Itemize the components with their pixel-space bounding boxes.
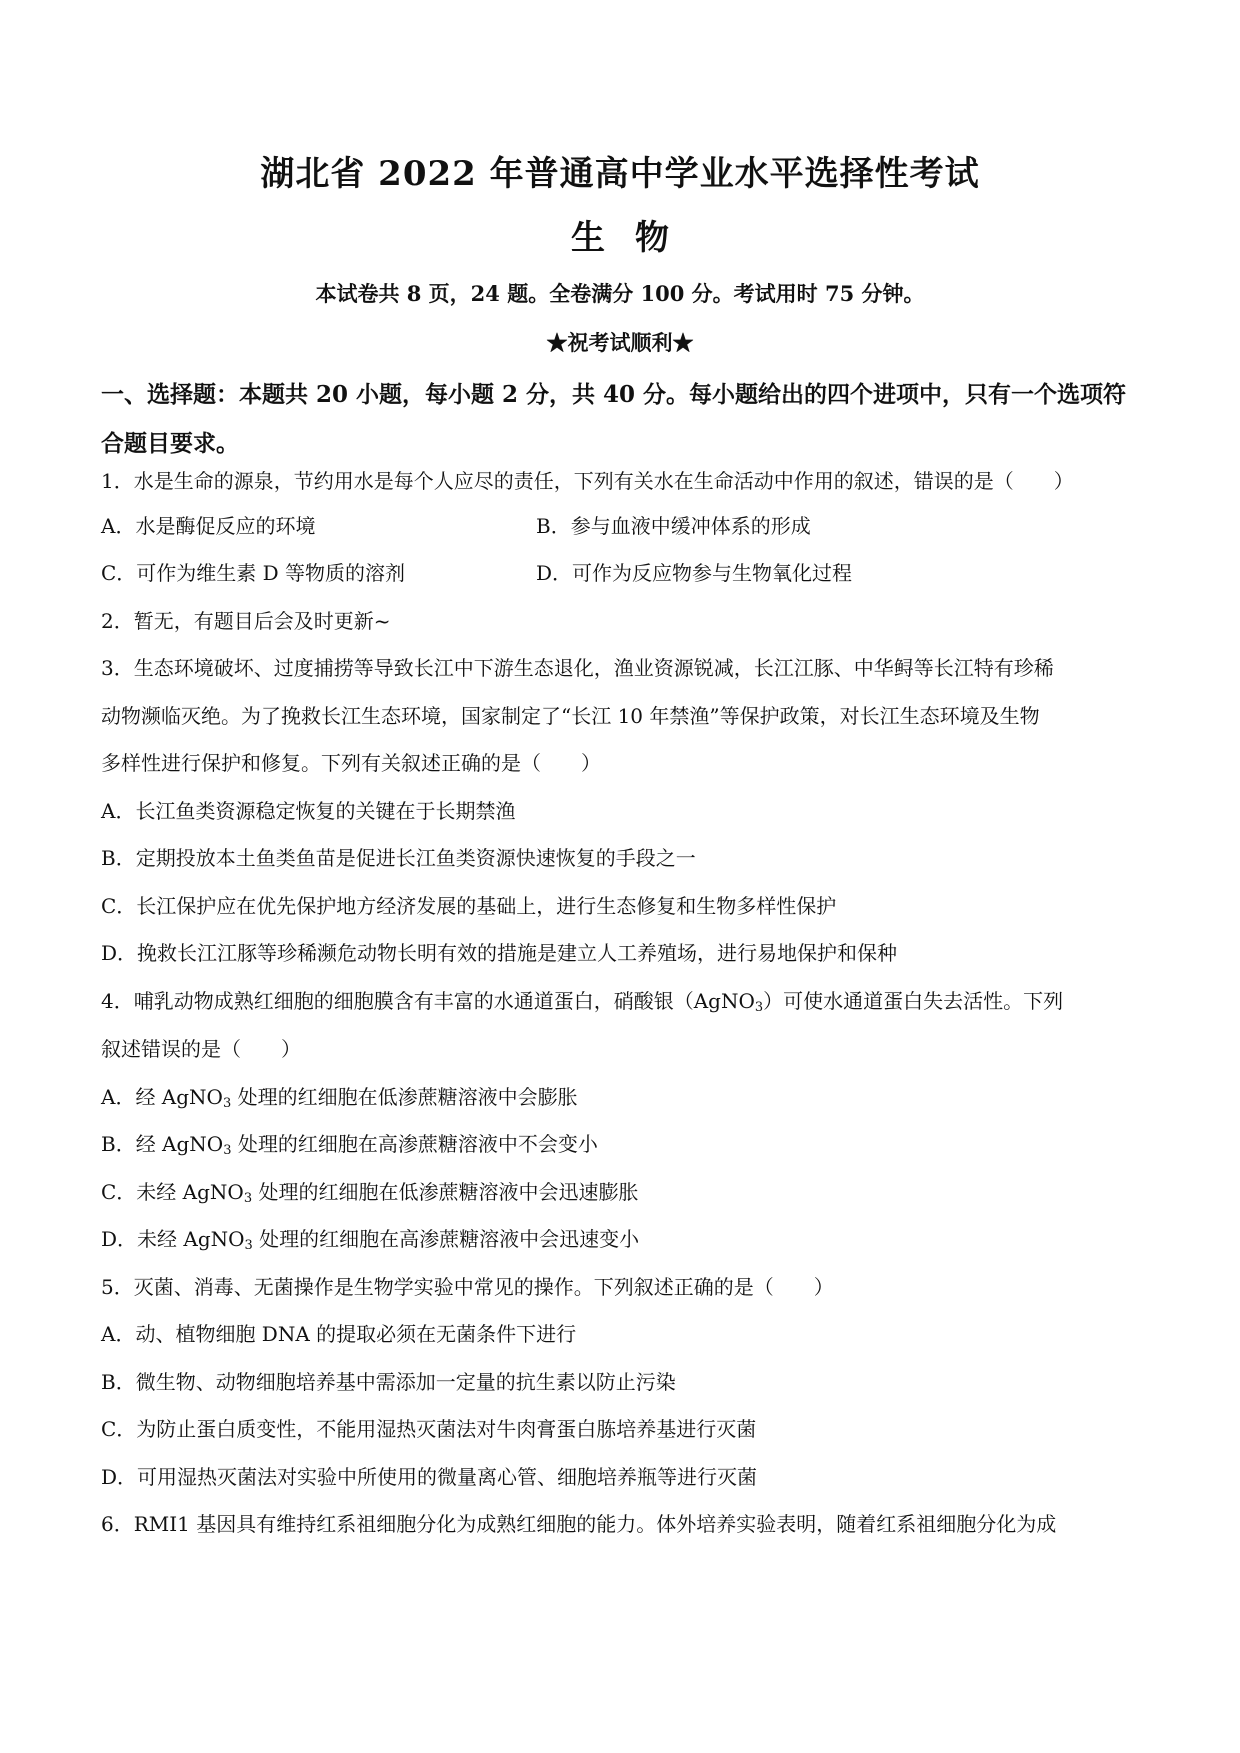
subject-title: 生物 (571, 218, 699, 258)
exam-title: 湖北省 2022 年普通高中学业水平选择性考试 (260, 154, 980, 194)
subscript-3: 3 (244, 1238, 253, 1253)
question-5-option-a: A．动、植物细胞 DNA 的提取必须在无菌条件下进行 (101, 1322, 577, 1346)
question-6-stem-line-1: 6．RMI1 基因具有维持红系祖细胞分化为成熟红细胞的能力。体外培养实验表明，随着红系祖细胞分化为成 (101, 1512, 1057, 1536)
question-2-stem: 2．暂无，有题目后会及时更新~ (101, 609, 391, 633)
question-4-option-b (101, 1129, 598, 1159)
question-1-option-c: C．可作为维生素 D 等物质的溶剂 (101, 561, 406, 585)
option-text-post: 处理的红细胞在高渗蔗糖溶液中会迅速变小 (252, 1227, 640, 1251)
exam-info: 本试卷共 8 页，24 题。全卷满分 100 分。考试用时 75 分钟。 (315, 281, 925, 306)
question-5-option-b: B．微生物、动物细胞培养基中需添加一定量的抗生素以防止污染 (101, 1370, 676, 1394)
subscript-3: 3 (223, 1143, 232, 1158)
good-luck-line: ★祝考试顺利★ (546, 330, 694, 355)
question-5-option-d: D．可用湿热灭菌法对实验中所使用的微量离心管、细胞培养瓶等进行灭菌 (101, 1465, 758, 1489)
question-1-stem: 1．水是生命的源泉，节约用水是每个人应尽的责任，下列有关水在生命活动中作用的叙述，错误的是（ ） (101, 469, 1074, 493)
question-3-option-b: B．定期投放本土鱼类鱼苗是促进长江鱼类资源快速恢复的手段之一 (101, 846, 696, 870)
option-text-pre: A．经 AgNO (101, 1085, 223, 1109)
question-4-stem-line-1 (101, 986, 1063, 1016)
option-text-pre: C．未经 AgNO (101, 1180, 244, 1204)
subscript-3: 3 (222, 1096, 232, 1111)
question-3-stem-line-1: 3．生态环境破坏、过度捕捞等导致长江中下游生态退化，渔业资源锐减，长江江豚、中华鲟等长江特有珍稀 (101, 656, 1054, 680)
question-4-option-a (101, 1082, 578, 1112)
question-4-option-c (101, 1177, 638, 1207)
question-1-option-b: B．参与血液中缓冲体系的形成 (536, 514, 811, 538)
question-3-option-a: A．长江鱼类资源稳定恢复的关键在于长期禁渔 (101, 799, 516, 823)
question-3-option-c: C．长江保护应在优先保护地方经济发展的基础上，进行生态修复和生物多样性保护 (101, 894, 837, 918)
option-text-post: 处理的红细胞在低渗蔗糖溶液中会迅速膨胀 (252, 1180, 639, 1204)
option-text-post: 处理的红细胞在高渗蔗糖溶液中不会变小 (231, 1132, 598, 1156)
question-3-option-d: D．挽救长江江豚等珍稀濒危动物长明有效的措施是建立人工养殖场，进行易地保护和保种 (101, 941, 898, 965)
question-4-stem-pre: 4．哺乳动物成熟红细胞的细胞膜含有丰富的水通道蛋白，硝酸银（AgNO (101, 989, 755, 1013)
question-3-stem-line-2: 动物濒临灭绝。为了挽救长江生态环境，国家制定了“长江 10 年禁渔”等保护政策，对长江生态环境及生物 (101, 704, 1040, 728)
subscript-3: 3 (754, 1000, 764, 1015)
section-heading: 一、选择题：本题共 20 小题，每小题 2 分，共 40 分。每小题给出的四个进项中，只有一个选项符合题目要求。 (101, 381, 1127, 457)
question-5-option-c: C．为防止蛋白质变性，不能用湿热灭菌法对牛肉膏蛋白胨培养基进行灭菌 (101, 1417, 757, 1441)
question-3-stem-line-3: 多样性进行保护和修复。下列有关叙述正确的是（ ） (101, 751, 601, 775)
subscript-3: 3 (243, 1191, 253, 1206)
option-text-pre: B．经 AgNO (101, 1132, 224, 1156)
question-4-stem-post: ）可使水通道蛋白失去活性。下列 (763, 989, 1064, 1013)
question-4-stem-line-2: 叙述错误的是（ ） (101, 1037, 301, 1061)
option-text-pre: D．未经 AgNO (101, 1227, 245, 1251)
question-1-option-d: D．可作为反应物参与生物氧化过程 (536, 561, 853, 585)
question-5-stem: 5．灭菌、消毒、无菌操作是生物学实验中常见的操作。下列叙述正确的是（ ） (101, 1275, 834, 1299)
question-4-option-d (101, 1224, 639, 1254)
question-1-option-a: A．水是酶促反应的环境 (101, 514, 316, 538)
option-text-post: 处理的红细胞在低渗蔗糖溶液中会膨胀 (231, 1085, 578, 1109)
